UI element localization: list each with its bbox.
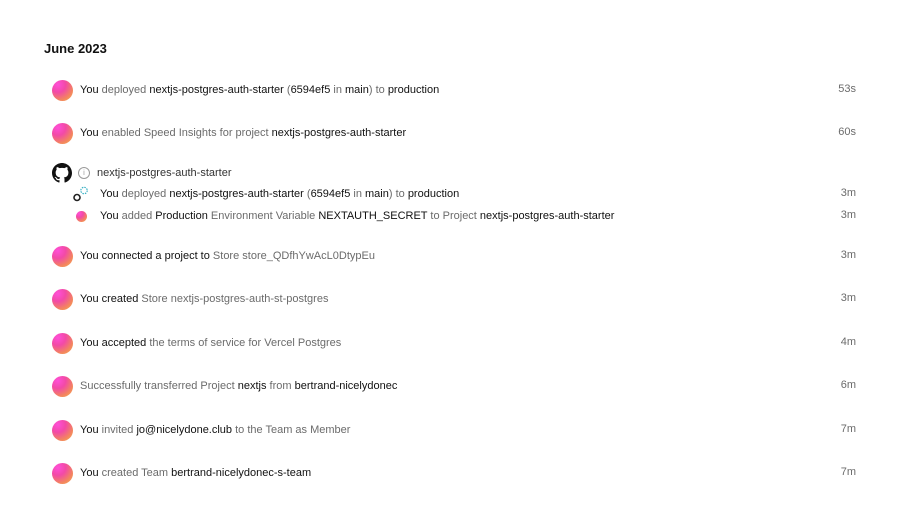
text-fragment: added bbox=[118, 210, 156, 222]
text-fragment: nextjs bbox=[237, 380, 267, 392]
text-fragment: Environment Variable bbox=[207, 210, 319, 222]
text-fragment: Production bbox=[155, 210, 208, 222]
activity-text bbox=[80, 380, 397, 392]
avatar[interactable] bbox=[52, 463, 73, 484]
text-fragment: to Project bbox=[427, 210, 480, 222]
group-item[interactable] bbox=[73, 185, 856, 203]
avatar[interactable] bbox=[52, 420, 73, 441]
text-fragment: bertrand-nicelydonec-s-team bbox=[171, 467, 312, 479]
text-fragment: NEXTAUTH_SECRET bbox=[318, 210, 428, 222]
text-fragment: nextjs-postgres-auth-starter bbox=[271, 127, 407, 139]
timestamp: 4m bbox=[840, 336, 856, 348]
text-fragment: connected a project to bbox=[98, 250, 213, 262]
text-fragment: 6594ef5 bbox=[290, 84, 331, 96]
text-fragment: main bbox=[345, 84, 369, 96]
activity-row[interactable] bbox=[52, 288, 856, 310]
activity-text bbox=[80, 127, 406, 139]
project-group-header[interactable] bbox=[52, 162, 232, 183]
timestamp: 3m bbox=[840, 249, 856, 261]
text-fragment: accepted bbox=[98, 337, 150, 349]
text-fragment: You bbox=[100, 188, 119, 200]
text-fragment: in bbox=[330, 84, 346, 96]
activity-row[interactable] bbox=[52, 375, 856, 397]
text-fragment: You bbox=[80, 337, 99, 349]
text-fragment: You bbox=[80, 250, 99, 262]
timestamp: 3m bbox=[840, 209, 856, 221]
activity-text bbox=[80, 84, 439, 96]
text-fragment: ( bbox=[283, 84, 291, 96]
activity-text bbox=[80, 337, 341, 349]
activity-row[interactable] bbox=[52, 419, 856, 441]
timestamp: 7m bbox=[840, 423, 856, 435]
text-fragment: Store store_QDfhYwAcL0DtypEu bbox=[212, 250, 375, 262]
activity-text bbox=[80, 250, 375, 262]
text-fragment: nextjs-postgres-auth-starter bbox=[479, 210, 615, 222]
activity-row[interactable] bbox=[52, 122, 856, 144]
github-icon bbox=[52, 163, 72, 183]
avatar[interactable] bbox=[52, 123, 73, 144]
activity-text bbox=[100, 188, 459, 200]
text-fragment: invited bbox=[98, 424, 137, 436]
text-fragment: to the Team as Member bbox=[232, 424, 351, 436]
text-fragment: created bbox=[98, 293, 142, 305]
deploy-icon bbox=[73, 186, 89, 202]
text-fragment: ) to bbox=[388, 188, 408, 200]
text-fragment: 6594ef5 bbox=[310, 188, 351, 200]
section-title: June 2023 bbox=[44, 41, 107, 56]
timestamp: 3m bbox=[840, 292, 856, 304]
text-fragment: You bbox=[80, 84, 99, 96]
avatar[interactable] bbox=[76, 211, 87, 222]
timestamp: 60s bbox=[838, 126, 856, 138]
text-fragment: main bbox=[365, 188, 389, 200]
activity-text bbox=[80, 424, 350, 436]
activity-row[interactable] bbox=[52, 332, 856, 354]
text-fragment: You bbox=[80, 424, 99, 436]
text-fragment: Successfully transferred Project bbox=[80, 380, 238, 392]
text-fragment: in bbox=[350, 188, 366, 200]
avatar[interactable] bbox=[52, 289, 73, 310]
text-fragment: production bbox=[387, 84, 440, 96]
group-title[interactable]: nextjs-postgres-auth-starter bbox=[97, 166, 232, 179]
activity-row[interactable] bbox=[52, 79, 856, 101]
text-fragment: created Team bbox=[98, 467, 172, 479]
activity-row[interactable] bbox=[52, 462, 856, 484]
text-fragment: jo@nicelydone.club bbox=[136, 424, 233, 436]
text-fragment: production bbox=[407, 188, 460, 200]
text-fragment: ) to bbox=[368, 84, 388, 96]
text-fragment: enabled Speed Insights for project bbox=[98, 127, 272, 139]
activity-text bbox=[100, 210, 614, 222]
activity-text bbox=[80, 293, 328, 305]
avatar[interactable] bbox=[52, 333, 73, 354]
text-fragment: You bbox=[80, 127, 99, 139]
text-fragment: nextjs-postgres-auth-starter bbox=[169, 188, 304, 200]
activity-text bbox=[80, 467, 311, 479]
text-fragment: from bbox=[266, 380, 295, 392]
text-fragment: the terms of service for Vercel Postgres bbox=[149, 337, 342, 349]
avatar[interactable] bbox=[52, 80, 73, 101]
text-fragment: You bbox=[100, 210, 119, 222]
timestamp: 3m bbox=[840, 187, 856, 199]
activity-row[interactable] bbox=[52, 245, 856, 267]
text-fragment: nextjs-postgres-auth-starter bbox=[149, 84, 284, 96]
avatar[interactable] bbox=[52, 376, 73, 397]
text-fragment: deployed bbox=[118, 188, 170, 200]
text-fragment: ( bbox=[303, 188, 311, 200]
text-fragment: Store nextjs-postgres-auth-st-postgres bbox=[141, 293, 329, 305]
timestamp: 53s bbox=[838, 83, 856, 95]
info-icon[interactable]: i bbox=[78, 167, 90, 179]
text-fragment: bertrand-nicelydonec bbox=[294, 380, 398, 392]
text-fragment: deployed bbox=[98, 84, 150, 96]
text-fragment: You bbox=[80, 467, 99, 479]
timestamp: 7m bbox=[840, 466, 856, 478]
avatar[interactable] bbox=[52, 246, 73, 267]
timestamp: 6m bbox=[840, 379, 856, 391]
text-fragment: You bbox=[80, 293, 99, 305]
group-item[interactable] bbox=[73, 207, 856, 225]
